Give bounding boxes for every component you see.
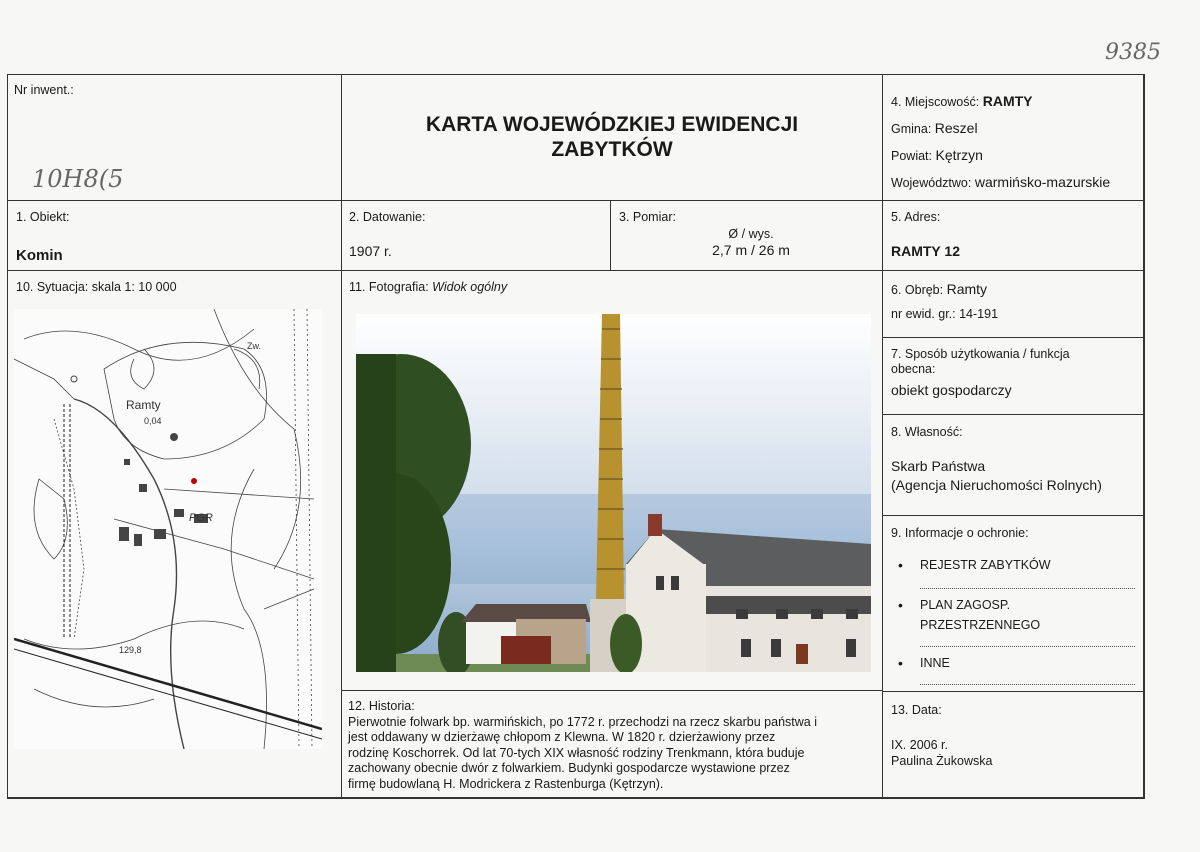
protection-item-register: • REJESTR ZABYTKÓW [920,558,1051,572]
map-label-elev: 129,8 [119,645,142,655]
situation-map [14,309,322,749]
measurement-label: 3. Pomiar: [619,210,676,224]
inventory-label: Nr inwent.: [14,83,74,97]
situation-cell [7,270,342,799]
protection-label: 9. Informacje o ochronie: [891,526,1029,540]
object-label: 1. Obiekt: [16,210,70,224]
date-value: IX. 2006 r. Paulina Żukowska [891,738,993,768]
object-value: Komin [16,247,63,264]
usage-value: obiekt gospodarczy [891,382,1012,398]
voivodeship-field: Województwo: warmińsko-mazurskie [891,174,1111,190]
address-value: RAMTY 12 [891,243,960,259]
photo-cell [341,270,883,691]
photo-chimney [356,314,871,672]
other-dotted-line [920,684,1135,685]
usage-cell [882,337,1145,415]
measurement-value: 2,7 m / 26 m [712,242,790,258]
protection-item-plan: • PLAN ZAGOSP. [920,598,1010,612]
plan-dotted-line [920,646,1135,647]
address-label: 5. Adres: [891,210,941,224]
date-cell [882,691,1145,799]
precinct-cell [882,270,1145,338]
photo-label: 11. Fotografia: Widok ogólny [349,280,508,294]
location-cell [882,74,1145,201]
map-label-pgr: PGR [189,512,213,524]
ownership-label: 8. Własność: [891,425,963,439]
powiat-field: Powiat: Kętrzyn [891,147,983,163]
history-text: 12. Historia: Pierwotnie folwark bp. warmińskich, po 1772 r. przechodzi na rzecz skarbu państwa i jest oddawany w dzierżawę chłopom z Klewna. W 1820 r. dzierżawiony przez rodzinę Koschorrek. Od lat 70-tych XIX własność rodziny Trenkmann, która buduje zachowany obecnie dwór z folwarkiem. Budynki gospodarcze wystawione przez firmę budowlaną H. Modrickera z Rastenburga (Kętrzyn). [348,699,817,791]
dating-label: 2. Datowanie: [349,210,426,224]
map-label-ramty: Ramty [126,398,161,412]
ownership-value: Skarb Państwa (Agencja Nieruchomości Rolnych) [891,458,1102,493]
history-cell [341,690,883,799]
precinct-field: 6. Obręb: Ramty [891,281,988,297]
object-cell [7,200,342,271]
gmina-field: Gmina: Reszel [891,120,978,136]
map-label-elev2: 0,04 [144,416,162,426]
card-table [7,74,1144,798]
register-dotted-line [920,588,1135,589]
situation-label: 10. Sytuacja: skala 1: 10 000 [16,280,177,294]
parcel-field: nr ewid. gr.: 14-191 [891,307,999,321]
dating-cell [341,200,611,271]
usage-label: 7. Sposób użytkowania / funkcja obecna: [891,347,1070,376]
dating-value: 1907 r. [349,243,392,259]
title-cell [341,74,883,201]
measurement-sub: Ø / wys. [728,227,774,241]
measurement-cell [610,200,883,271]
protection-item-other: • INNE [920,656,950,670]
handwritten-number: 9385 [1105,40,1161,65]
map-label-zw: Zw. [247,341,262,351]
protection-cell [882,515,1145,692]
handwritten-reference: 10H8(5 [32,165,124,193]
date-label: 13. Data: [891,703,942,717]
protection-item-plan-cont: PRZESTRZENNEGO [920,618,1041,632]
address-cell [882,200,1145,271]
ownership-cell [882,414,1145,516]
card-title: KARTA WOJEWÓDZKIEJ EWIDENCJI ZABYTKÓW [425,113,799,161]
place-field: 4. Miejscowość: RAMTY [891,93,1033,109]
inventory-number-cell [7,74,342,201]
